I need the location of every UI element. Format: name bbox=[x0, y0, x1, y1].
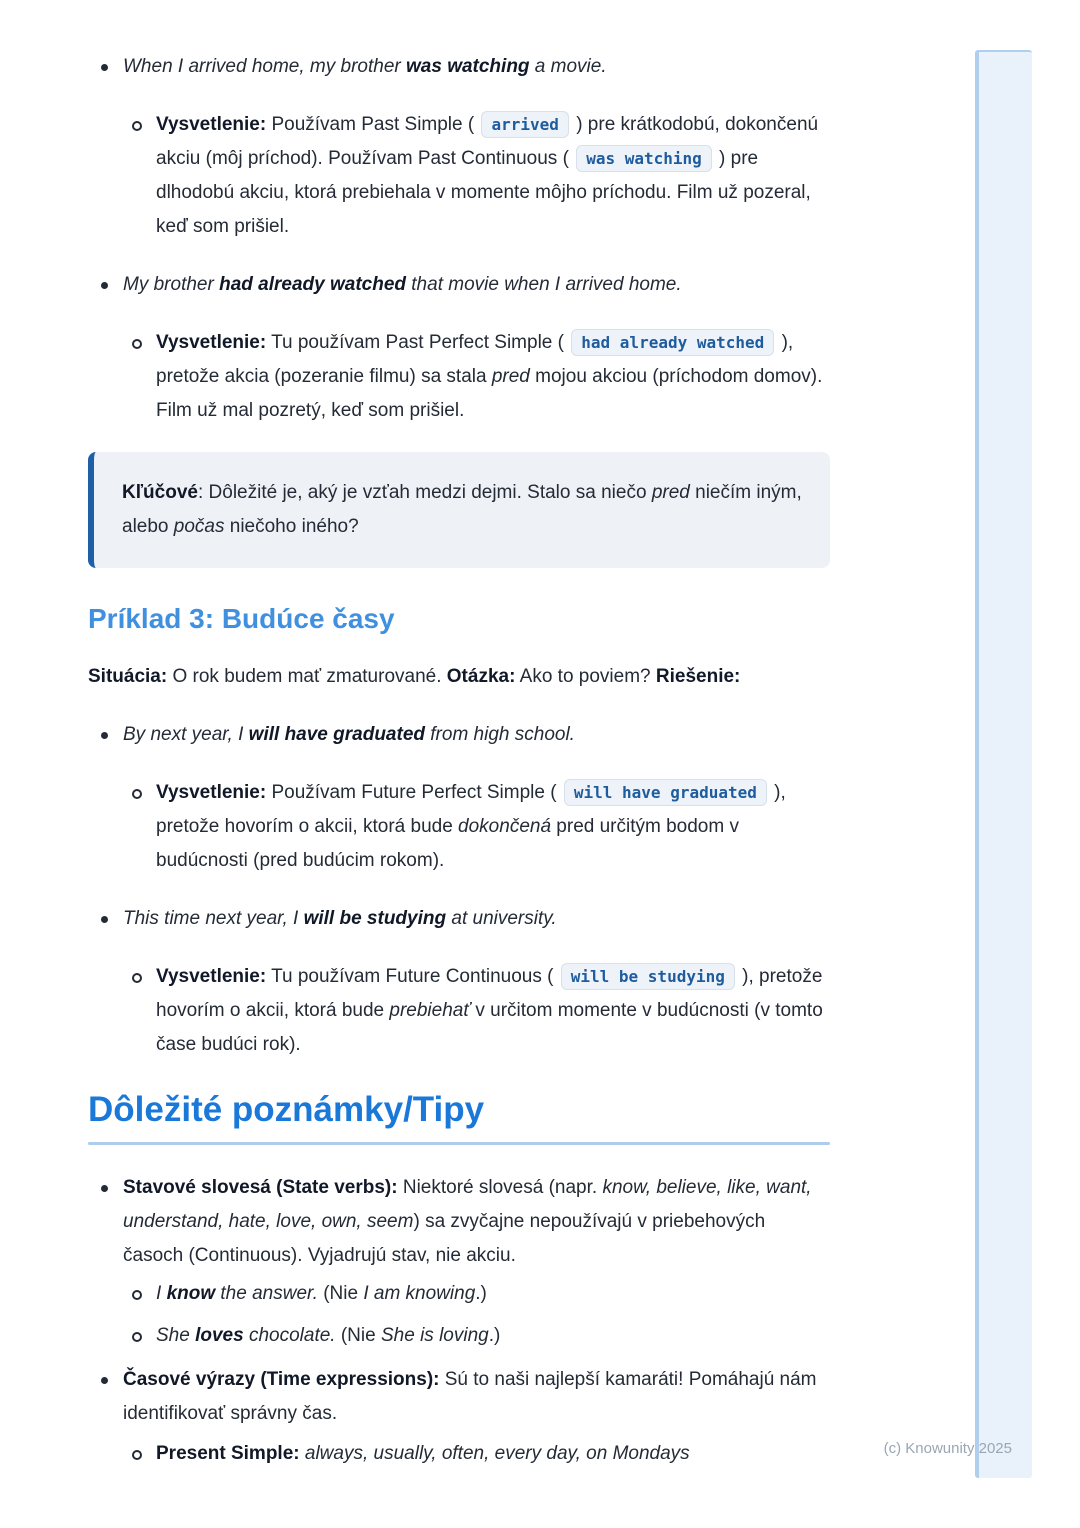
state-verbs-example-know bbox=[88, 1277, 830, 1311]
text-segment: ) pre krátkodobú, dokončenú akciu (môj príchod). Používam Past Continuous ( bbox=[156, 114, 819, 169]
bullet-dot-icon bbox=[101, 64, 108, 71]
circle-bullet-icon bbox=[132, 339, 142, 349]
time-expressions-present-simple-text bbox=[156, 1443, 690, 1464]
example-bullet-future-perfect-text bbox=[123, 724, 575, 745]
right-margin-panel bbox=[975, 50, 1032, 1478]
text-segment: know bbox=[166, 1283, 216, 1304]
text-segment: Sú to naši najlepší kamaráti! Pomáhajú nám identifikovať správny čas. bbox=[123, 1369, 817, 1424]
explanation-future-perfect bbox=[88, 776, 830, 878]
text-segment: Present Simple: bbox=[156, 1443, 300, 1464]
state-verbs-example-loves-text bbox=[156, 1325, 500, 1346]
text-segment: pred bbox=[651, 482, 690, 503]
inline-code-chip: will have graduated bbox=[564, 779, 767, 806]
explanation-future-continuous bbox=[88, 960, 830, 1062]
text-segment: a movie. bbox=[529, 56, 607, 77]
text-segment: My brother bbox=[123, 274, 220, 295]
key-callout-text bbox=[122, 482, 802, 537]
bullet-dot-icon bbox=[101, 732, 108, 739]
text-segment: Riešenie: bbox=[655, 666, 741, 687]
text-segment: O rok budem mať zmaturované. bbox=[167, 666, 447, 687]
heading-divider bbox=[88, 1142, 830, 1145]
text-segment: v určitom momente v budúcnosti (v tomto čase budúci rok). bbox=[156, 1000, 823, 1055]
text-segment: ) pre dlhodobú akciu, ktorá prebiehala v momente môjho príchodu. Film už pozeral, keď som prišiel. bbox=[156, 148, 811, 237]
text-segment: Používam Past Simple ( bbox=[266, 114, 480, 135]
state-verbs-bullet bbox=[88, 1171, 830, 1273]
text-segment: By next year, I bbox=[123, 724, 249, 745]
state-verbs-example-loves bbox=[88, 1319, 830, 1353]
circle-bullet-icon bbox=[132, 973, 142, 983]
state-verbs-example-know-text bbox=[156, 1283, 487, 1304]
text-segment: pred bbox=[491, 366, 530, 387]
bullet-dot-icon bbox=[101, 916, 108, 923]
situation-paragraph-text bbox=[88, 666, 740, 687]
text-segment: Tu používam Past Perfect Simple ( bbox=[266, 332, 570, 353]
bullet-dot-icon bbox=[101, 1377, 108, 1384]
text-segment: will have graduated bbox=[248, 724, 425, 745]
situation-paragraph bbox=[88, 660, 830, 694]
circle-bullet-icon bbox=[132, 121, 142, 131]
text-segment: at university. bbox=[446, 908, 557, 929]
text-segment: I am knowing bbox=[363, 1283, 476, 1304]
text-segment: always, usually, often, every day, on Mondays bbox=[304, 1443, 690, 1464]
text-segment: (Nie bbox=[340, 1325, 381, 1346]
page-heading-notes-tips: Dôležité poznámky/Tipy bbox=[88, 1090, 485, 1129]
text-segment: the answer. bbox=[215, 1283, 324, 1304]
time-expressions-bullet bbox=[88, 1363, 830, 1431]
bullet-dot-icon bbox=[101, 1185, 108, 1192]
text-segment: was watching bbox=[406, 56, 530, 77]
document-content bbox=[88, 50, 830, 1475]
text-segment: niečím iným, alebo bbox=[122, 482, 802, 537]
text-segment: loves bbox=[195, 1325, 244, 1346]
text-segment: Situácia: bbox=[88, 666, 168, 687]
text-segment: niečoho iného? bbox=[224, 516, 359, 537]
copyright-footer: (c) Knowunity 2025 bbox=[883, 1440, 1012, 1457]
example-bullet-past-perfect-text bbox=[123, 274, 682, 295]
text-segment: chocolate. bbox=[243, 1325, 341, 1346]
text-segment: ) sa zvyčajne nepoužívajú v priebehových časoch (Continuous). Vyjadrujú stav, nie akciu. bbox=[123, 1211, 766, 1266]
circle-bullet-icon bbox=[132, 789, 142, 799]
inline-code-chip: had already watched bbox=[571, 329, 774, 356]
example-bullet-past-perfect bbox=[88, 268, 830, 302]
example-bullet-future-continuous bbox=[88, 902, 830, 936]
text-segment: Používam Future Perfect Simple ( bbox=[266, 782, 562, 803]
text-segment: počas bbox=[173, 516, 225, 537]
text-segment: ), pretože hovorím o akcii, ktorá bude bbox=[156, 966, 823, 1021]
explanation-past-perfect bbox=[88, 326, 830, 428]
text-segment: .) bbox=[488, 1325, 501, 1346]
explanation-past-simple-continuous bbox=[88, 108, 830, 244]
text-segment: Tu používam Future Continuous ( bbox=[266, 966, 559, 987]
example-bullet-future-continuous-text bbox=[123, 908, 557, 929]
text-segment: (Nie bbox=[323, 1283, 364, 1304]
text-segment: Stavové slovesá (State verbs): bbox=[123, 1177, 398, 1198]
text-segment: that movie when I arrived home. bbox=[406, 274, 682, 295]
text-segment: .) bbox=[475, 1283, 487, 1304]
text-segment: This time next year, I bbox=[123, 908, 304, 929]
text-segment: ), pretože akcia (pozeranie filmu) sa stala bbox=[156, 332, 794, 387]
explanation-past-simple-continuous-text bbox=[156, 114, 818, 237]
time-expressions-bullet-text bbox=[123, 1369, 817, 1424]
text-segment: mojou akciou (príchodom domov). Film už mal pozretý, keď som prišiel. bbox=[156, 366, 823, 421]
inline-code-chip: arrived bbox=[481, 111, 568, 138]
text-segment: Vysvetlenie: bbox=[156, 966, 267, 987]
text-segment: Časové výrazy (Time expressions): bbox=[123, 1369, 440, 1390]
text-segment: will be studying bbox=[303, 908, 447, 929]
text-segment: When I arrived home, my brother bbox=[123, 56, 406, 77]
circle-bullet-icon bbox=[132, 1450, 142, 1460]
text-segment: prebiehať bbox=[389, 1000, 471, 1021]
bullet-dot-icon bbox=[101, 282, 108, 289]
explanation-future-perfect-text bbox=[156, 782, 786, 871]
text-segment: Vysvetlenie: bbox=[156, 332, 267, 353]
inline-code-chip: will be studying bbox=[561, 963, 735, 990]
circle-bullet-icon bbox=[132, 1290, 142, 1300]
section-heading-priklad-3: Príklad 3: Budúce časy bbox=[88, 603, 395, 634]
text-segment: : Dôležité je, aký je vzťah medzi dejmi. Stalo sa niečo bbox=[197, 482, 652, 503]
text-segment: Vysvetlenie: bbox=[156, 782, 267, 803]
inline-code-chip: was watching bbox=[576, 145, 712, 172]
text-segment: know, believe, like, want, understand, hate, love, own, seem bbox=[123, 1177, 812, 1232]
circle-bullet-icon bbox=[132, 1332, 142, 1342]
key-callout bbox=[88, 452, 830, 568]
example-bullet-future-perfect bbox=[88, 718, 830, 752]
explanation-future-continuous-text bbox=[156, 966, 823, 1055]
explanation-past-perfect-text bbox=[156, 332, 822, 421]
text-segment: Kľúčové bbox=[122, 482, 198, 503]
state-verbs-bullet-text bbox=[123, 1177, 812, 1266]
example-bullet-past-continuous bbox=[88, 50, 830, 84]
text-segment: ), pretože hovorím o akcii, ktorá bude bbox=[156, 782, 786, 837]
text-segment: She bbox=[156, 1325, 196, 1346]
text-segment: from high school. bbox=[425, 724, 575, 745]
text-segment: Ako to poviem? bbox=[515, 666, 656, 687]
text-segment: I bbox=[156, 1283, 167, 1304]
text-segment: dokončená bbox=[458, 816, 552, 837]
text-segment: pred určitým bodom v budúcnosti (pred budúcim rokom). bbox=[156, 816, 739, 871]
text-segment: Otázka: bbox=[446, 666, 516, 687]
text-segment: Vysvetlenie: bbox=[156, 114, 267, 135]
text-segment: She is loving bbox=[380, 1325, 489, 1346]
example-bullet-past-continuous-text bbox=[123, 56, 607, 77]
text-segment: Niektoré slovesá (napr. bbox=[397, 1177, 603, 1198]
time-expressions-present-simple bbox=[88, 1437, 830, 1471]
text-segment: had already watched bbox=[219, 274, 406, 295]
